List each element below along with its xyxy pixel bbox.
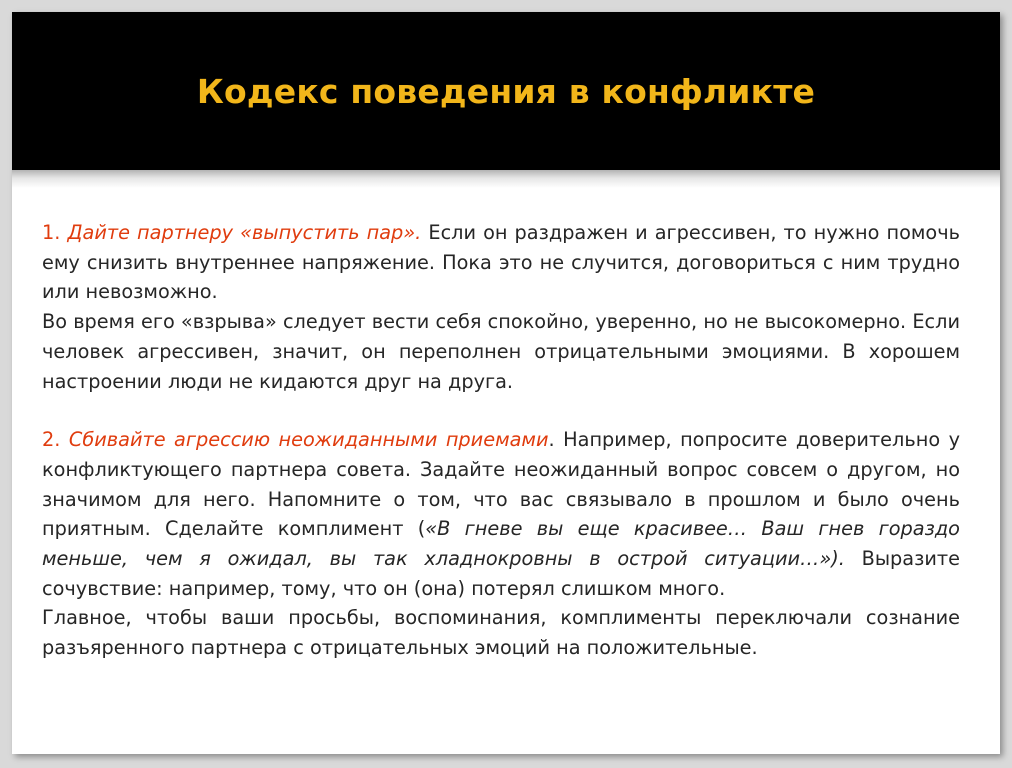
item-1-text: Если он раздражен и агрессивен, то нужно помочь ему снизить внутреннее напряжение. Пока это не случится, договориться с ним трудно или невозможно. <box>42 221 960 304</box>
slide-title: Кодекс поведения в конфликте <box>196 72 816 111</box>
spacer <box>42 396 960 425</box>
title-bar <box>12 12 1000 170</box>
item-2-text: Например, попросите доверительно у конфликтующего партнера совета. Задайте неожиданный вопрос совсем о другом, но значимом для него. Напомните о том, что вас связывало в прошлом и было очень приятным. Сделайте комплимент ( <box>42 428 961 541</box>
slide <box>12 12 1000 754</box>
item-2-heading-end: . <box>548 428 555 452</box>
item-2-paragraph-2: Главное, чтобы ваши просьбы, воспоминания, комплименты переключали сознание разъяренного партнера с отрицательных эмоций на положительные. <box>42 606 960 660</box>
item-2-heading: Сбивайте агрессию неожиданными приемами <box>68 428 549 452</box>
item-2-paragraph <box>42 425 960 603</box>
item-2-number: 2. <box>42 428 61 452</box>
item-1-paragraph-2: Во время его «взрыва» следует вести себя спокойно, уверенно, но не высокомерно. Если человек агрессивен, значит, он переполнен отрицательными эмоциями. В хорошем настроении люди не кидаются друг на друга. <box>42 310 960 393</box>
item-1-paragraph <box>42 218 960 307</box>
title-bar-shadow <box>12 170 1000 188</box>
item-1-number: 1. <box>42 221 61 244</box>
slide-body <box>42 218 960 663</box>
item-2-text-after: Выразите сочувствие: например, тому, что он (она) потерял слишком много. <box>42 547 960 600</box>
item-1-heading: Дайте партнеру «выпустить пар». <box>67 221 422 244</box>
item-2-quote: «В гневе вы еще красивее… Ваш гнев гораздо меньше, чем я ожидал, вы так хладнокровны в острой ситуации…»). <box>42 517 960 571</box>
